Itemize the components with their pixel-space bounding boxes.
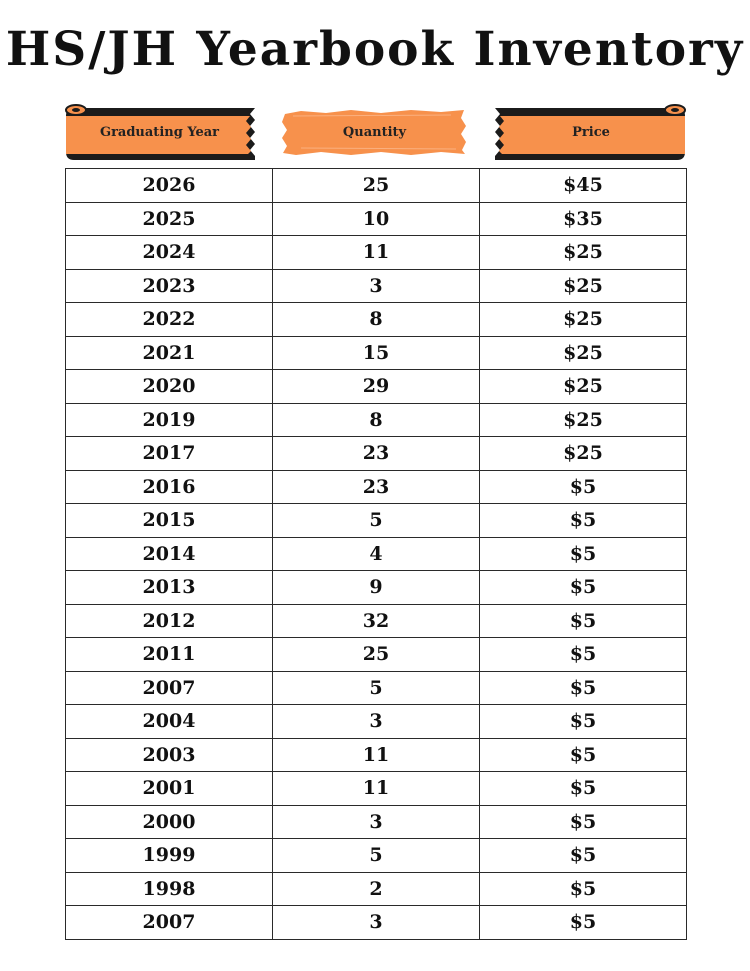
quantity-cell: 3: [273, 805, 480, 839]
year-cell: 2021: [66, 336, 273, 370]
year-cell: 2020: [66, 370, 273, 404]
price-cell: $25: [480, 269, 687, 303]
year-cell: 2013: [66, 571, 273, 605]
table-row: [66, 269, 687, 303]
price-cell: $5: [480, 470, 687, 504]
quantity-cell: 10: [273, 202, 480, 236]
price-cell: $25: [480, 303, 687, 337]
table-row: [66, 571, 687, 605]
header-price: [495, 102, 687, 164]
header-label: Quantity: [342, 125, 407, 140]
year-cell: 2001: [66, 772, 273, 806]
price-cell: $5: [480, 772, 687, 806]
header-label: Graduating Year: [99, 125, 220, 140]
quantity-cell: 25: [273, 638, 480, 672]
table-row: [66, 906, 687, 940]
quantity-cell: 3: [273, 705, 480, 739]
year-cell: 2004: [66, 705, 273, 739]
year-cell: 1998: [66, 872, 273, 906]
year-cell: 2015: [66, 504, 273, 538]
table-row: [66, 604, 687, 638]
quantity-cell: 5: [273, 839, 480, 873]
quantity-cell: 32: [273, 604, 480, 638]
quantity-cell: 11: [273, 738, 480, 772]
price-cell: $5: [480, 872, 687, 906]
price-cell: $5: [480, 805, 687, 839]
table-row: [66, 169, 687, 203]
quantity-cell: 11: [273, 772, 480, 806]
price-cell: $5: [480, 571, 687, 605]
year-cell: 2012: [66, 604, 273, 638]
quantity-cell: 2: [273, 872, 480, 906]
year-cell: 2026: [66, 169, 273, 203]
year-cell: 2007: [66, 671, 273, 705]
header-label: Price: [572, 125, 610, 140]
quantity-cell: 23: [273, 470, 480, 504]
year-cell: 2000: [66, 805, 273, 839]
year-cell: 2019: [66, 403, 273, 437]
quantity-cell: 25: [273, 169, 480, 203]
year-cell: 2014: [66, 537, 273, 571]
table-row: [66, 738, 687, 772]
table-row: [66, 839, 687, 873]
table-row: [66, 403, 687, 437]
page-title: HS/JH Yearbook Inventory: [5, 22, 745, 77]
table-row: [66, 236, 687, 270]
quantity-cell: 4: [273, 537, 480, 571]
quantity-cell: 11: [273, 236, 480, 270]
price-cell: $25: [480, 336, 687, 370]
price-cell: $25: [480, 370, 687, 404]
table-row: [66, 504, 687, 538]
table-row: [66, 303, 687, 337]
year-cell: 2023: [66, 269, 273, 303]
quantity-cell: 3: [273, 906, 480, 940]
table-row: [66, 872, 687, 906]
quantity-cell: 29: [273, 370, 480, 404]
year-cell: 2025: [66, 202, 273, 236]
table-row: [66, 336, 687, 370]
price-cell: $5: [480, 604, 687, 638]
quantity-cell: 9: [273, 571, 480, 605]
price-cell: $5: [480, 705, 687, 739]
price-cell: $5: [480, 504, 687, 538]
quantity-cell: 5: [273, 504, 480, 538]
price-cell: $45: [480, 169, 687, 203]
price-cell: $35: [480, 202, 687, 236]
year-cell: 2024: [66, 236, 273, 270]
price-cell: $5: [480, 839, 687, 873]
quantity-cell: 3: [273, 269, 480, 303]
table-row: [66, 671, 687, 705]
table-row: [66, 805, 687, 839]
year-cell: 2022: [66, 303, 273, 337]
quantity-cell: 15: [273, 336, 480, 370]
year-cell: 1999: [66, 839, 273, 873]
inventory-table-body: [66, 169, 687, 940]
year-cell: 2011: [66, 638, 273, 672]
price-cell: $25: [480, 403, 687, 437]
year-cell: 2017: [66, 437, 273, 471]
table-row: [66, 437, 687, 471]
price-cell: $5: [480, 738, 687, 772]
quantity-cell: 8: [273, 303, 480, 337]
price-cell: $5: [480, 638, 687, 672]
table-row: [66, 470, 687, 504]
header-quantity: [281, 102, 468, 164]
quantity-cell: 5: [273, 671, 480, 705]
price-cell: $25: [480, 437, 687, 471]
price-cell: $5: [480, 671, 687, 705]
table-row: [66, 638, 687, 672]
header-graduating-year: [64, 102, 255, 164]
quantity-cell: 23: [273, 437, 480, 471]
quantity-cell: 8: [273, 403, 480, 437]
price-cell: $5: [480, 537, 687, 571]
table-row: [66, 202, 687, 236]
price-cell: $25: [480, 236, 687, 270]
table-row: [66, 772, 687, 806]
inventory-table: [65, 168, 687, 940]
price-cell: $5: [480, 906, 687, 940]
year-cell: 2007: [66, 906, 273, 940]
year-cell: 2003: [66, 738, 273, 772]
table-row: [66, 370, 687, 404]
year-cell: 2016: [66, 470, 273, 504]
table-row: [66, 537, 687, 571]
table-row: [66, 705, 687, 739]
